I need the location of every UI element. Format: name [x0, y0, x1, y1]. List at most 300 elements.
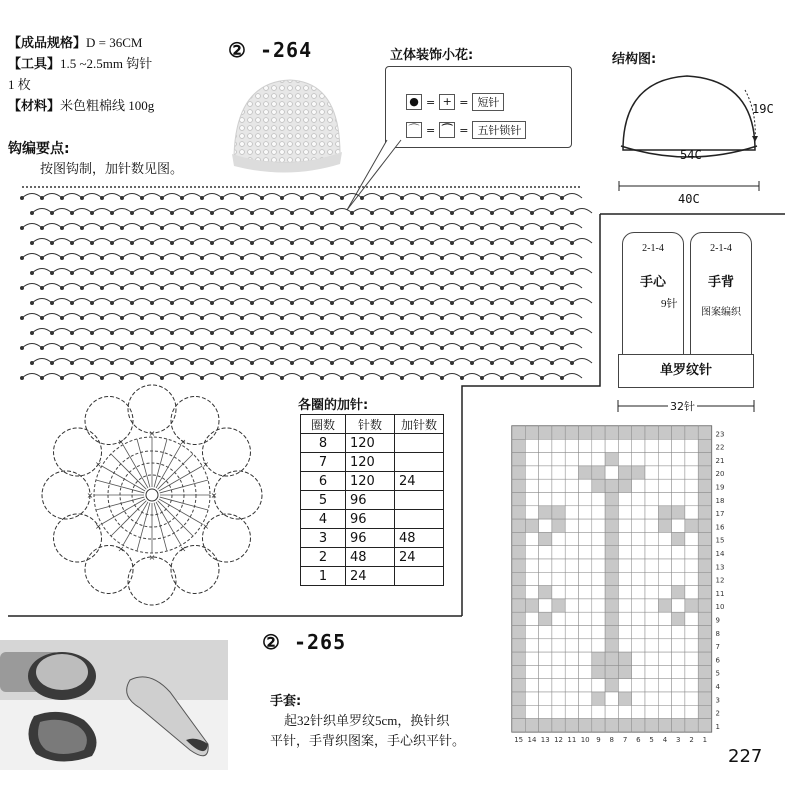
chart-cell	[632, 639, 645, 652]
chart-cell	[565, 439, 578, 452]
legend-label-sc: 短针	[472, 93, 504, 111]
chart-cell	[645, 719, 658, 732]
chart-cell	[685, 439, 698, 452]
table-cell: 24	[346, 567, 395, 586]
chart-cell	[685, 506, 698, 519]
chart-cell	[618, 439, 631, 452]
chart-row-number: 4	[715, 683, 720, 691]
table-cell: 2	[301, 548, 346, 567]
chart-col-number: 12	[554, 735, 564, 744]
chart-cell	[512, 612, 525, 625]
chart-cell	[645, 572, 658, 585]
chart-row-number: 18	[715, 496, 725, 505]
chart-row-number: 1	[715, 722, 720, 731]
chart-cell	[565, 719, 578, 732]
chart-cell	[685, 493, 698, 506]
chart-cell	[539, 439, 552, 452]
chart-cell	[672, 665, 685, 678]
stitch-row	[30, 299, 592, 306]
chart-cell	[658, 506, 671, 519]
specs-block	[8, 32, 154, 116]
legend-row-sc: ● = + = 短针	[406, 93, 504, 111]
chart-cell	[592, 519, 605, 532]
chart-cell	[605, 532, 618, 545]
chart-cell	[672, 546, 685, 559]
chart-cell	[565, 546, 578, 559]
table-cell: 4	[301, 510, 346, 529]
table-cell	[395, 453, 444, 472]
chart-cell	[592, 439, 605, 452]
chart-cell	[618, 599, 631, 612]
chart-cell	[645, 705, 658, 718]
chart-cell	[632, 612, 645, 625]
structure-title: 结构图:	[612, 52, 657, 67]
chart-cell	[685, 652, 698, 665]
chart-cell	[525, 719, 538, 732]
chart-row-number: 23	[715, 430, 725, 439]
chart-cell	[632, 546, 645, 559]
chart-cell	[579, 665, 592, 678]
chart-cell	[512, 652, 525, 665]
chart-cell	[645, 439, 658, 452]
chart-cell	[645, 479, 658, 492]
stitch-row	[20, 224, 582, 231]
chart-cell	[618, 559, 631, 572]
motif-spoke	[111, 454, 146, 489]
chart-cell	[592, 466, 605, 479]
chart-cell	[579, 426, 592, 439]
chart-cell	[539, 719, 552, 732]
table-row	[301, 491, 444, 510]
chart-row-number: 14	[715, 550, 725, 558]
stitch-pattern-band	[22, 184, 582, 384]
chart-cell	[645, 599, 658, 612]
chart-cell	[605, 453, 618, 466]
motif-stitch-mark: ×	[86, 491, 94, 500]
chart-cell	[592, 599, 605, 612]
motif-stitch-mark: ×	[94, 460, 102, 469]
chart-cell	[658, 692, 671, 705]
table-cell	[395, 434, 444, 453]
chart-cell	[672, 453, 685, 466]
chart-cell	[565, 586, 578, 599]
chart-cell	[698, 586, 711, 599]
chart-cell	[645, 639, 658, 652]
chart-cell	[672, 692, 685, 705]
chart-cell	[525, 692, 538, 705]
chart-cell	[605, 559, 618, 572]
chart-cell	[552, 639, 565, 652]
motif-petal	[85, 397, 133, 445]
chart-cell	[658, 519, 671, 532]
chart-cell	[605, 466, 618, 479]
chart-cell	[698, 705, 711, 718]
chart-cell	[552, 546, 565, 559]
chart-cell	[512, 466, 525, 479]
chart-cell	[618, 652, 631, 665]
table-cell: 3	[301, 529, 346, 548]
chart-cell	[552, 519, 565, 532]
chart-cell	[672, 439, 685, 452]
chart-cell	[512, 572, 525, 585]
chart-cell	[579, 559, 592, 572]
motif-stitch-mark: ×	[148, 429, 156, 438]
table-cell	[395, 567, 444, 586]
chart-cell	[698, 493, 711, 506]
chart-cell	[605, 546, 618, 559]
chart-cell	[525, 572, 538, 585]
rib-band: 单罗纹针	[618, 354, 754, 388]
chart-cell	[658, 639, 671, 652]
chart-cell	[698, 719, 711, 732]
chart-cell	[539, 586, 552, 599]
chart-cell	[698, 559, 711, 572]
chart-cell	[685, 586, 698, 599]
chart-cell	[672, 705, 685, 718]
chart-cell	[552, 453, 565, 466]
chart-cell	[632, 532, 645, 545]
chart-cell	[539, 493, 552, 506]
chart-cell	[605, 599, 618, 612]
chart-cell	[632, 506, 645, 519]
dot-symbol-icon: ●	[406, 94, 422, 110]
chart-cell	[539, 572, 552, 585]
motif-spoke	[158, 501, 193, 536]
chart-cell	[672, 639, 685, 652]
chart-cell	[552, 439, 565, 452]
table-row	[301, 434, 444, 453]
chart-cell	[618, 426, 631, 439]
chart-cell	[552, 705, 565, 718]
chart-cell	[632, 705, 645, 718]
chart-cell	[632, 679, 645, 692]
chart-cell	[592, 692, 605, 705]
chart-cell	[565, 626, 578, 639]
chart-cell	[618, 705, 631, 718]
chart-cell	[539, 705, 552, 718]
table-cell: 针数	[346, 415, 395, 434]
table-cell: 5	[301, 491, 346, 510]
chart-col-number: 5	[649, 735, 654, 744]
chart-cell	[672, 679, 685, 692]
palm-label: 手心	[639, 275, 666, 290]
stitch-row	[20, 284, 582, 291]
chart-col-number: 6	[636, 735, 641, 744]
chart-cell	[512, 679, 525, 692]
chart-cell	[525, 586, 538, 599]
table-cell: 48	[346, 548, 395, 567]
table-header-row	[301, 415, 444, 434]
chart-cell	[645, 426, 658, 439]
chart-cell	[672, 612, 685, 625]
chart-cell	[592, 546, 605, 559]
chart-cell	[512, 546, 525, 559]
chart-cell	[672, 586, 685, 599]
chart-cell	[592, 665, 605, 678]
chart-cell	[618, 612, 631, 625]
increase-table	[300, 414, 444, 586]
chart-cell	[632, 519, 645, 532]
chart-cell	[632, 719, 645, 732]
chart-cell	[525, 519, 538, 532]
chart-cell	[618, 506, 631, 519]
chart-cell	[539, 426, 552, 439]
chart-cell	[525, 453, 538, 466]
chart-row-number: 11	[715, 589, 725, 598]
chart-row-number: 9	[715, 616, 720, 625]
chart-cell	[685, 612, 698, 625]
chart-cell	[565, 599, 578, 612]
chart-cell	[605, 586, 618, 599]
motif-petal	[42, 471, 90, 519]
chart-col-number: 13	[540, 735, 550, 744]
chart-row-number: 10	[715, 603, 725, 612]
stitch-row	[30, 239, 592, 246]
chart-cell	[632, 665, 645, 678]
chart-cell	[605, 572, 618, 585]
flower-title: 立体装饰小花:	[390, 48, 474, 63]
chart-cell	[552, 665, 565, 678]
chart-cell	[552, 626, 565, 639]
stitch-row	[20, 194, 582, 201]
chart-cell	[698, 626, 711, 639]
chart-cell	[605, 665, 618, 678]
chart-cell	[605, 439, 618, 452]
chart-cell	[685, 705, 698, 718]
chart-cell	[605, 506, 618, 519]
chart-cell	[632, 572, 645, 585]
arc-bold-symbol-icon: ⌒	[439, 122, 455, 138]
chart-cell	[698, 479, 711, 492]
chart-cell	[552, 559, 565, 572]
chart-cell	[579, 599, 592, 612]
chart-cell	[672, 572, 685, 585]
back-label: 手背	[707, 275, 734, 290]
chart-cell	[525, 426, 538, 439]
chart-cell	[672, 519, 685, 532]
chart-cell	[525, 599, 538, 612]
motif-petal	[214, 471, 262, 519]
chart-cell	[658, 612, 671, 625]
chart-cell	[698, 532, 711, 545]
chart-cell	[592, 559, 605, 572]
chart-cell	[525, 439, 538, 452]
motif-stitch-mark: ×	[202, 460, 210, 469]
chart-cell	[525, 626, 538, 639]
chart-cell	[618, 586, 631, 599]
chart-cell	[658, 532, 671, 545]
motif-stitch-mark: ×	[179, 544, 187, 554]
chart-cell	[698, 453, 711, 466]
chart-cell	[525, 532, 538, 545]
motif-stitch-mark: ×	[94, 522, 102, 531]
chart-cell	[579, 679, 592, 692]
chart-cell	[645, 612, 658, 625]
chart-col-number: 14	[527, 735, 537, 744]
chart-cell	[618, 532, 631, 545]
mittens-line1: 起32针织单罗纹5cm，换针织	[284, 713, 450, 728]
chart-cell	[605, 626, 618, 639]
chart-cell	[552, 572, 565, 585]
stitch-row	[20, 254, 582, 261]
chart-cell	[525, 466, 538, 479]
dim-height: 19C	[752, 102, 774, 116]
chart-cell	[698, 665, 711, 678]
table-cell: 24	[395, 472, 444, 491]
chart-cell	[658, 572, 671, 585]
chart-cell	[632, 426, 645, 439]
mittens-photo	[0, 640, 228, 770]
chart-cell	[539, 506, 552, 519]
chart-cell	[632, 626, 645, 639]
chart-row-number: 17	[715, 510, 725, 519]
chart-cell	[645, 652, 658, 665]
chart-cell	[632, 466, 645, 479]
chart-cell	[512, 453, 525, 466]
chart-cell	[605, 692, 618, 705]
chart-cell	[685, 479, 698, 492]
chart-cell	[579, 612, 592, 625]
chart-cell	[592, 572, 605, 585]
chart-row-number: 2	[715, 709, 720, 718]
chart-cell	[618, 679, 631, 692]
chart-cell	[618, 719, 631, 732]
chart-cell	[579, 705, 592, 718]
chart-cell	[618, 453, 631, 466]
legend-label-chain: 五针锁针	[472, 121, 526, 139]
chart-cell	[605, 652, 618, 665]
chart-cell	[672, 506, 685, 519]
chart-cell	[618, 479, 631, 492]
chart-cell	[672, 466, 685, 479]
chart-cell	[618, 626, 631, 639]
page-number: 227	[728, 746, 763, 767]
back-note: 图案编织	[701, 307, 741, 318]
chart-cell	[672, 719, 685, 732]
chart-cell	[698, 639, 711, 652]
stitch-row	[20, 344, 582, 351]
mitten-pattern-chart	[508, 420, 744, 744]
chart-cell	[592, 532, 605, 545]
chart-cell	[645, 519, 658, 532]
chart-cell	[658, 546, 671, 559]
chart-cell	[539, 519, 552, 532]
palm-code: 2-1-4	[642, 243, 664, 254]
chart-cell	[645, 586, 658, 599]
motif-stitch-mark: ×	[117, 437, 125, 447]
chart-cell	[658, 439, 671, 452]
chart-cell	[579, 626, 592, 639]
chart-cell	[565, 572, 578, 585]
chart-cell	[539, 599, 552, 612]
chart-cell	[552, 506, 565, 519]
chart-cell	[592, 652, 605, 665]
legend-row-chain: ⌒ = ⌒ = 五针锁针	[406, 121, 526, 139]
motif-petal	[171, 397, 219, 445]
chart-cell	[552, 612, 565, 625]
chart-cell	[645, 532, 658, 545]
table-row	[301, 472, 444, 491]
table-row	[301, 529, 444, 548]
chart-cell	[512, 599, 525, 612]
chart-cell	[565, 426, 578, 439]
motif-spoke	[111, 501, 146, 536]
chart-cell	[632, 479, 645, 492]
increase-table-title: 各圈的加针:	[298, 398, 369, 413]
stitch-row	[30, 269, 592, 276]
table-cell: 加针数	[395, 415, 444, 434]
chart-cell	[579, 493, 592, 506]
chart-cell	[512, 493, 525, 506]
chart-cell	[512, 719, 525, 732]
chart-cell	[539, 453, 552, 466]
table-cell: 1	[301, 567, 346, 586]
chart-cell	[592, 679, 605, 692]
chart-cell	[685, 546, 698, 559]
chart-cell	[618, 466, 631, 479]
chart-cell	[698, 612, 711, 625]
chart-cell	[658, 479, 671, 492]
chart-cell	[539, 466, 552, 479]
chart-cell	[579, 479, 592, 492]
chart-cell	[685, 719, 698, 732]
chart-cell	[698, 439, 711, 452]
chart-cell	[698, 506, 711, 519]
chart-cell	[539, 652, 552, 665]
chart-cell	[552, 479, 565, 492]
chart-cell	[592, 705, 605, 718]
table-cell: 48	[395, 529, 444, 548]
chart-cell	[565, 506, 578, 519]
chart-cell	[579, 546, 592, 559]
chart-cell	[579, 532, 592, 545]
chart-cell	[512, 705, 525, 718]
chart-cell	[525, 479, 538, 492]
chart-cell	[605, 639, 618, 652]
chart-cell	[565, 493, 578, 506]
chart-cell	[658, 665, 671, 678]
chart-cell	[579, 453, 592, 466]
motif-stitch-mark: ×	[210, 491, 218, 500]
chart-cell	[539, 626, 552, 639]
chart-cell	[685, 532, 698, 545]
table-cell: 120	[346, 434, 395, 453]
chart-cell	[552, 679, 565, 692]
chart-cell	[685, 665, 698, 678]
chart-cell	[645, 466, 658, 479]
table-row	[301, 567, 444, 586]
chart-cell	[672, 626, 685, 639]
chart-row-number: 6	[715, 656, 720, 665]
chart-cell	[685, 466, 698, 479]
table-cell: 120	[346, 472, 395, 491]
chart-cell	[592, 426, 605, 439]
chart-cell	[579, 519, 592, 532]
chart-cell	[672, 652, 685, 665]
chart-cell	[539, 692, 552, 705]
table-cell: 24	[395, 548, 444, 567]
motif-stitch-mark: ×	[148, 553, 156, 562]
chart-cell	[658, 679, 671, 692]
chart-cell	[645, 453, 658, 466]
chart-cell	[539, 612, 552, 625]
chart-cell	[685, 426, 698, 439]
chart-cell	[565, 519, 578, 532]
chart-cell	[698, 599, 711, 612]
motif-stitch-mark: ×	[117, 544, 125, 554]
chart-row-number: 20	[715, 470, 725, 479]
chart-cell	[698, 692, 711, 705]
